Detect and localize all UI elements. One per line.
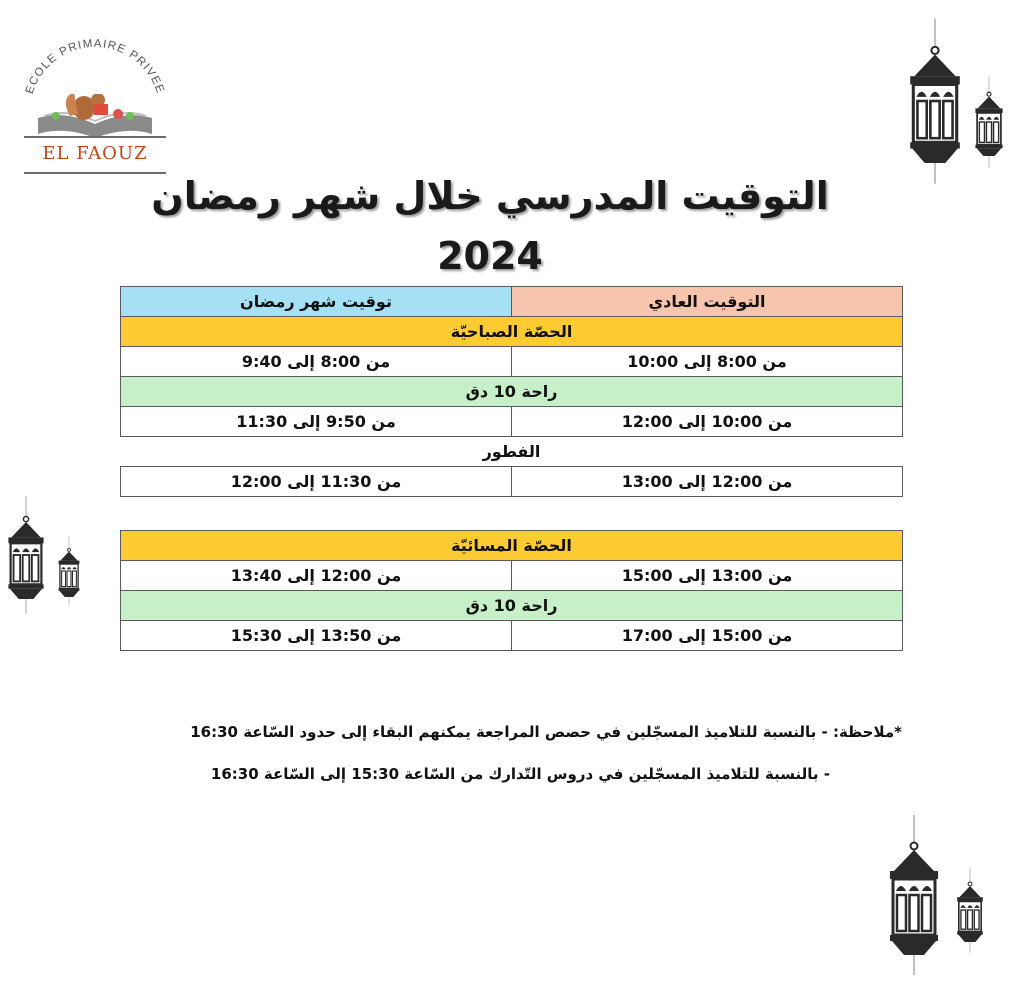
header-ramadan-timing: توقيت شهر رمضان xyxy=(121,287,512,317)
lantern-icon-left-small xyxy=(56,530,82,612)
slot2-ramadan: من 13:50 إلى 15:30 xyxy=(121,621,512,651)
svg-text:ECOLE PRIMAIRE PRIVEE: ECOLE PRIMAIRE PRIVEE xyxy=(23,37,167,96)
slot1-ramadan: من 12:00 إلى 13:40 xyxy=(121,561,512,591)
slot2-ramadan: من 9:50 إلى 11:30 xyxy=(121,407,512,437)
slot3-normal: من 12:00 إلى 13:00 xyxy=(512,467,903,497)
table-row xyxy=(121,407,903,437)
lantern-icon-left-large xyxy=(4,490,48,620)
squirrel-reading-book-icon xyxy=(34,94,156,138)
evening-break-label: راحة 10 دق xyxy=(121,591,903,621)
school-logo xyxy=(14,34,176,164)
lantern-icon-top-right-small xyxy=(972,66,1006,178)
note-line-1: *ملاحظة: - بالنسبة للتلاميذ المسجّلين في حصص المراجعة يمكنهم البقاء إلى حدود السّاعة 16:30 xyxy=(190,723,902,741)
break-row xyxy=(121,377,903,407)
evening-session-title: الحصّة المسائيّة xyxy=(121,531,903,561)
table-header-row xyxy=(121,287,903,317)
slot1-normal: من 13:00 إلى 15:00 xyxy=(512,561,903,591)
note-line-2: - بالنسبة للتلاميذ المسجّلين في دروس التّدارك من السّاعة 15:30 إلى السّاعة 16:30 xyxy=(210,765,830,783)
page-title: التوقيت المدرسي خلال شهر رمضان 2024 xyxy=(151,174,829,278)
lantern-icon-top-right-large xyxy=(904,8,966,194)
table-row xyxy=(121,347,903,377)
break-row xyxy=(121,591,903,621)
table-row xyxy=(121,467,903,497)
table-row xyxy=(121,621,903,651)
lunch-row xyxy=(121,437,903,467)
session-header-row xyxy=(121,531,903,561)
lunch-label: الفطور xyxy=(482,442,541,461)
morning-session-title: الحصّة الصباحيّة xyxy=(121,317,903,347)
evening-schedule-table xyxy=(120,530,903,651)
session-header-row xyxy=(121,317,903,347)
logo-school-name: EL FAOUZ xyxy=(24,136,166,174)
header-normal-timing: التوقيت العادي xyxy=(512,287,903,317)
table-row xyxy=(121,561,903,591)
lantern-icon-bottom-right-large xyxy=(884,800,944,990)
slot2-normal: من 15:00 إلى 17:00 xyxy=(512,621,903,651)
morning-break-label: راحة 10 دق xyxy=(121,377,903,407)
slot2-normal: من 10:00 إلى 12:00 xyxy=(512,407,903,437)
slot1-ramadan: من 8:00 إلى 9:40 xyxy=(121,347,512,377)
lantern-icon-bottom-right-small xyxy=(954,850,986,970)
slot1-normal: من 8:00 إلى 10:00 xyxy=(512,347,903,377)
morning-schedule-table xyxy=(120,286,903,497)
slot3-ramadan: من 11:30 إلى 12:00 xyxy=(121,467,512,497)
